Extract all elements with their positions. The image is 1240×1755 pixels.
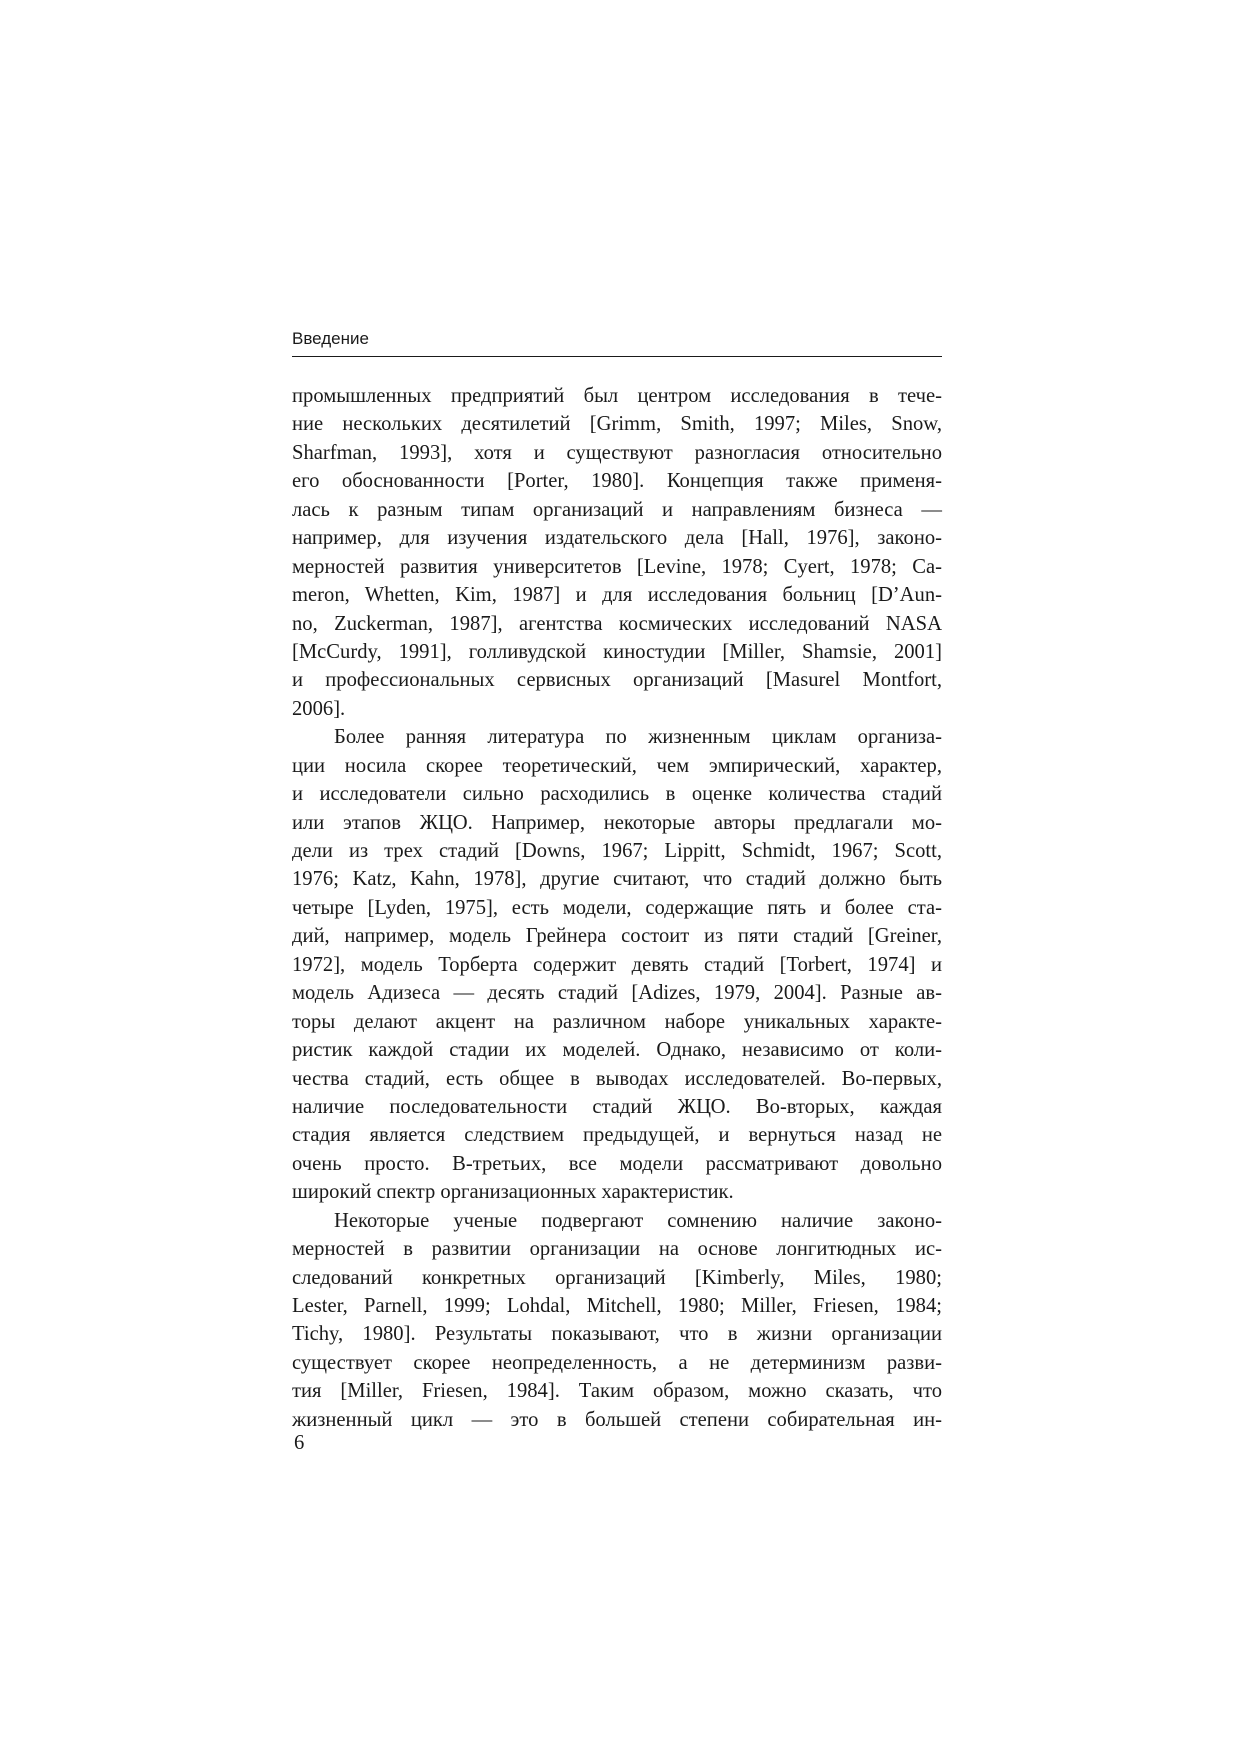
text-line: промышленных предприятий был центром исследования в тече- [292,385,942,407]
text-line: 1972], модель Торберта содержит девять стадий [Torbert, 1974] и [292,953,942,976]
text-line: наличие последовательности стадий ЖЦО. Во-вторых, каждая [292,1095,942,1118]
text-line: и профессиональных сервисных организаций [Masurel Montfort, [292,669,942,692]
text-line: лась к разным типам организаций и направлениям бизнеса — [292,498,942,521]
text-line: очень просто. В-третьих, все модели рассматривают довольно [292,1152,942,1175]
text-line: стадия является следствием предыдущей, и вернуться назад не [292,1124,942,1147]
text-line: ние нескольких десятилетий [Grimm, Smith, 1997; Miles, Snow, [292,413,942,436]
text-line: ристик каждой стадии их моделей. Однако, независимо от коли- [292,1039,942,1062]
text-line: мерностей развития университетов [Levine, 1978; Cyert, 1978; Ca- [292,555,942,578]
text-line: торы делают акцент на различном наборе уникальных характе- [292,1010,942,1033]
text-line: 2006]. [292,697,346,720]
text-line: например, для изучения издательского дела [Hall, 1976], законо- [292,527,942,550]
text-line: жизненный цикл — это в большей степени собирательная ин- [292,1408,942,1431]
text-line: следований конкретных организаций [Kimberly, Miles, 1980; [292,1266,942,1289]
text-line: и исследователи сильно расходились в оценке количества стадий [292,783,942,806]
header-rule [292,356,942,357]
text-line: Sharfman, 1993], хотя и существуют разногласия относительно [292,441,942,464]
text-line: Tichy, 1980]. Результаты показывают, что в жизни организации [292,1323,942,1346]
text-line: мерностей в развитии организации на основе лонгитюдных ис- [292,1238,942,1261]
text-line: meron, Whetten, Kim, 1987] и для исследования больниц [D’Aun- [292,584,942,607]
text-line: Некоторые ученые подвергают сомнению наличие законо- [334,1209,942,1232]
text-line: Lester, Parnell, 1999; Lohdal, Mitchell, 1980; Miller, Friesen, 1984; [292,1295,942,1317]
text-line: Более ранняя литература по жизненным циклам организа- [334,726,942,749]
text-line: существует скорее неопределенность, а не детерминизм разви- [292,1351,942,1374]
text-line: no, Zuckerman, 1987], агентства космических исследований NASA [292,612,942,635]
text-line: или этапов ЖЦО. Например, некоторые авторы предлагали мо- [292,811,942,834]
text-line: четыре [Lyden, 1975], есть модели, содержащие пять и более ста- [292,896,942,919]
paragraph [292,1207,942,1435]
paragraph [292,382,942,723]
text-line: его обоснованности [Porter, 1980]. Концепция также применя- [292,470,942,493]
text-line: дели из трех стадий [Downs, 1967; Lippitt, Schmidt, 1967; Scott, [292,840,942,862]
text-line: широкий спектр организационных характеристик. [292,1181,734,1204]
running-head: Введение [292,329,369,348]
body-text [292,382,942,1434]
text-line: чества стадий, есть общее в выводах исследователей. Во-первых, [292,1067,942,1090]
text-line: 1976; Katz, Kahn, 1978], другие считают, что стадий должно быть [292,868,942,891]
text-line: [McCurdy, 1991], голливудской киностудии [Miller, Shamsie, 2001] [292,640,942,663]
page-number: 6 [294,1432,305,1454]
paragraph [292,723,942,1206]
text-line: ции носила скорее теоретический, чем эмпирический, характер, [292,754,942,777]
text-line: модель Адизеса — десять стадий [Adizes, 1979, 2004]. Разные ав- [292,982,942,1005]
text-line: дий, например, модель Грейнера состоит из пяти стадий [Greiner, [292,925,942,948]
text-line: тия [Miller, Friesen, 1984]. Таким образом, можно сказать, что [292,1380,942,1403]
